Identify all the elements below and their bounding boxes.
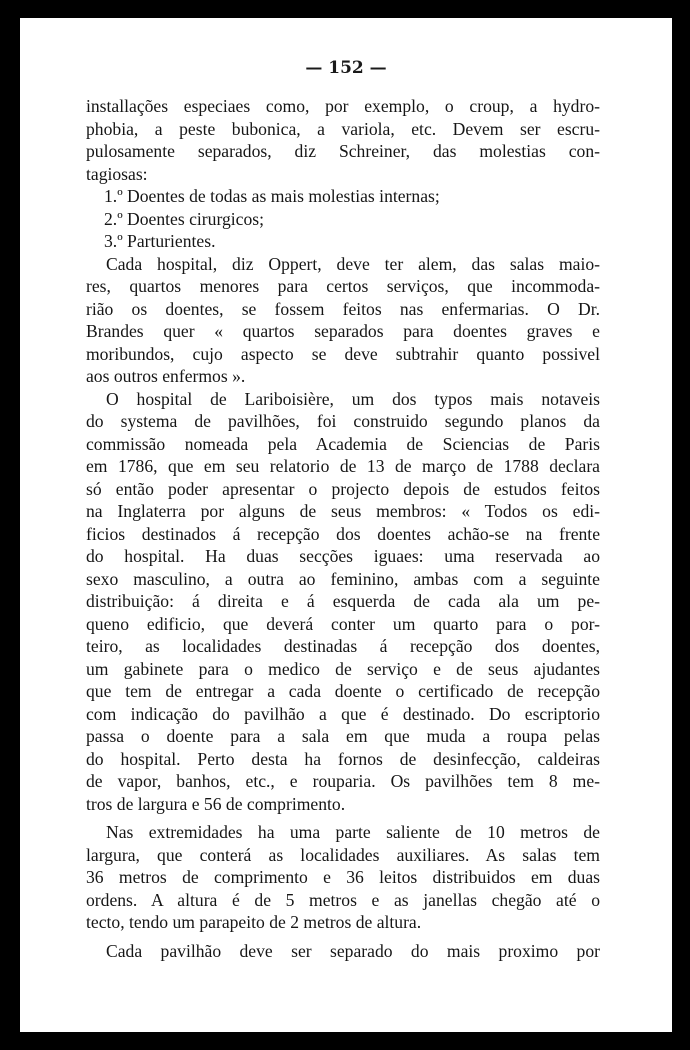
enumerated-list bbox=[86, 185, 600, 253]
text-line: moribundos, cujo aspecto se deve subtrahir quanto possivel bbox=[86, 343, 600, 364]
paragraph bbox=[86, 95, 600, 185]
text-line: ficios destinados á recepção dos doentes achão-se na frente bbox=[86, 523, 600, 544]
text-line: Nas extremidades ha uma parte saliente de 10 metros de bbox=[106, 822, 600, 842]
text-line: phobia, a peste bubonica, a variola, etc. Devem ser escru- bbox=[86, 118, 600, 139]
text-line: na Inglaterra por alguns de seus membros: « Todos os edi- bbox=[86, 501, 600, 521]
list-item: 2.º Doentes cirurgicos; bbox=[104, 208, 265, 229]
text-line: ordens. A altura é de 5 metros e as janellas chegão até o bbox=[86, 889, 600, 910]
paragraph bbox=[86, 940, 600, 963]
paragraph bbox=[86, 821, 600, 934]
text-line: installações especiaes como, por exemplo, o croup, a hydro- bbox=[86, 96, 600, 116]
text-line: em 1786, que em seu relatorio de 13 de março de 1788 declara bbox=[86, 456, 600, 476]
text-line: largura, que conterá as localidades auxiliares. As salas tem bbox=[86, 844, 600, 865]
text-line: um gabinete para o medico de serviço e de seus ajudantes bbox=[86, 658, 600, 679]
text-line: aos outros enfermos ». bbox=[86, 366, 246, 386]
text-line: Brandes quer « quartos separados para doentes graves e bbox=[86, 321, 600, 341]
text-line: res, quartos menores para certos serviços, que incommoda- bbox=[86, 276, 600, 296]
text-line: do hospital. Perto desta ha fornos de desinfecção, caldeiras bbox=[86, 748, 600, 769]
text-line: do hospital. Ha duas secções iguaes: uma reservada ao bbox=[86, 546, 600, 566]
text-line: passa o doente para a sala em que muda a roupa pelas bbox=[86, 726, 600, 746]
text-line: só então poder apresentar o projecto depois de estudos feitos bbox=[86, 478, 600, 499]
text-line: com indicação do pavilhão a que é destinado. Do escriptorio bbox=[86, 703, 600, 724]
text-line: de vapor, banhos, etc., e rouparia. Os pavilhões tem 8 me- bbox=[86, 771, 600, 791]
book-page bbox=[20, 18, 672, 1032]
text-line: tagiosas: bbox=[86, 163, 148, 184]
text-line: distribuição: á direita e á esquerda de cada ala um pe- bbox=[86, 591, 600, 611]
body-text bbox=[86, 95, 600, 962]
text-line: O hospital de Lariboisière, um dos typos mais notaveis bbox=[106, 388, 600, 409]
text-line: commissão nomeada pela Academia de Sciencias de Paris bbox=[86, 433, 600, 454]
text-line: 36 metros de comprimento e 36 leitos distribuidos em duas bbox=[86, 867, 600, 887]
text-line: Cada hospital, diz Oppert, deve ter alem, das salas maio- bbox=[106, 253, 600, 274]
list-item: 1.º Doentes de todas as mais molestias internas; bbox=[104, 186, 440, 206]
text-line: teiro, as localidades destinadas á recepção dos doentes, bbox=[86, 636, 600, 656]
text-line: tecto, tendo um parapeito de 2 metros de altura. bbox=[86, 912, 422, 932]
text-line: Cada pavilhão deve ser separado do mais proximo por bbox=[106, 940, 600, 961]
page-number: — 152 — bbox=[305, 58, 387, 78]
text-line: queno edificio, que deverá conter um quarto para o por- bbox=[86, 613, 600, 634]
text-line: sexo masculino, a outra ao feminino, ambas com a seguinte bbox=[86, 568, 600, 589]
paragraph bbox=[86, 253, 600, 388]
text-line: que tem de entregar a cada doente o certificado de recepção bbox=[86, 681, 600, 701]
text-line: tros de largura e 56 de comprimento. bbox=[86, 793, 346, 814]
paragraph bbox=[86, 388, 600, 816]
text-line: rião os doentes, se fossem feitos nas enfermarias. O Dr. bbox=[86, 298, 600, 319]
list-item: 3.º Parturientes. bbox=[104, 231, 216, 251]
text-line: pulosamente separados, diz Schreiner, das molestias con- bbox=[86, 141, 600, 161]
text-line: do systema de pavilhões, foi construido segundo planos da bbox=[86, 411, 600, 431]
